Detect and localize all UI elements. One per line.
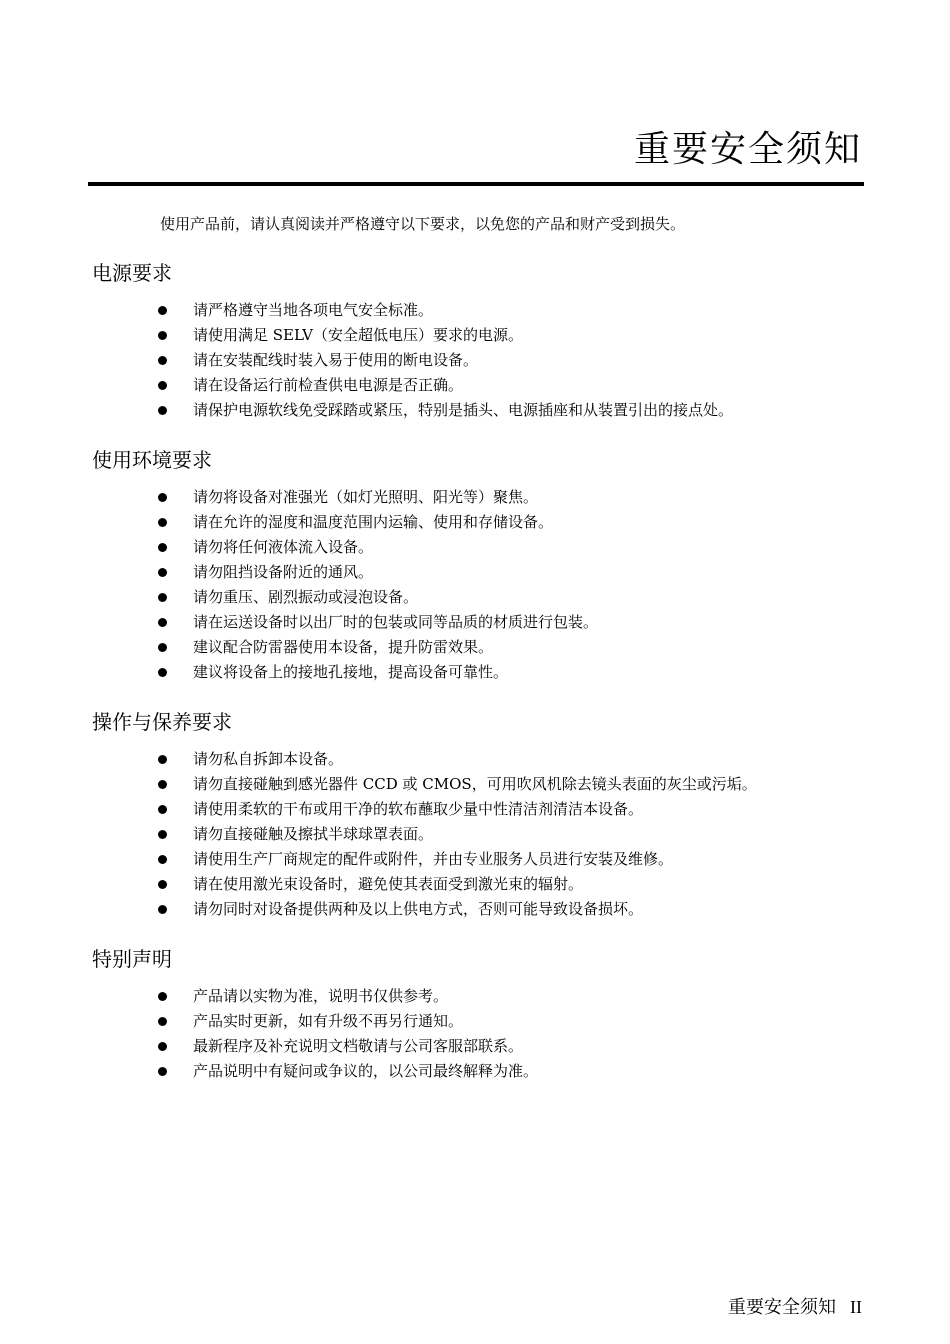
bullet-icon	[158, 593, 167, 602]
bullet-icon	[158, 306, 167, 315]
section-heading-environment: 使用环境要求	[92, 448, 212, 472]
bullet-icon	[158, 331, 167, 340]
bullet-icon	[158, 855, 167, 864]
page-footer	[728, 1293, 862, 1322]
bullet-icon	[158, 755, 167, 764]
bullet-icon	[158, 618, 167, 627]
bullet-icon	[158, 668, 167, 677]
bullet-icon	[158, 406, 167, 415]
section-heading-statement: 特别声明	[92, 947, 172, 971]
bullet-icon	[158, 992, 167, 1001]
intro-paragraph: 使用产品前，请认真阅读并严格遵守以下要求，以免您的产品和财产受到损失。	[160, 215, 686, 233]
section-heading-operation: 操作与保养要求	[92, 710, 232, 734]
bullet-icon	[158, 356, 167, 365]
bullet-icon	[158, 643, 167, 652]
bullet-icon	[158, 493, 167, 502]
bullet-icon	[158, 880, 167, 889]
bullet-icon	[158, 780, 167, 789]
bullet-icon	[158, 805, 167, 814]
footer-title: 重要安全须知	[728, 1297, 836, 1318]
bullet-icon	[158, 1017, 167, 1026]
section-heading-power: 电源要求	[92, 261, 172, 285]
bullet-icon	[158, 1067, 167, 1076]
bullet-icon	[158, 381, 167, 390]
bullet-icon	[158, 905, 167, 914]
bullet-icon	[158, 568, 167, 577]
bullet-icon	[158, 1042, 167, 1051]
bullet-icon	[158, 518, 167, 527]
bullet-icon	[158, 830, 167, 839]
page-title: 重要安全须知	[633, 129, 862, 170]
title-divider	[88, 182, 864, 186]
page-number: II	[850, 1297, 862, 1317]
bullet-icon	[158, 543, 167, 552]
